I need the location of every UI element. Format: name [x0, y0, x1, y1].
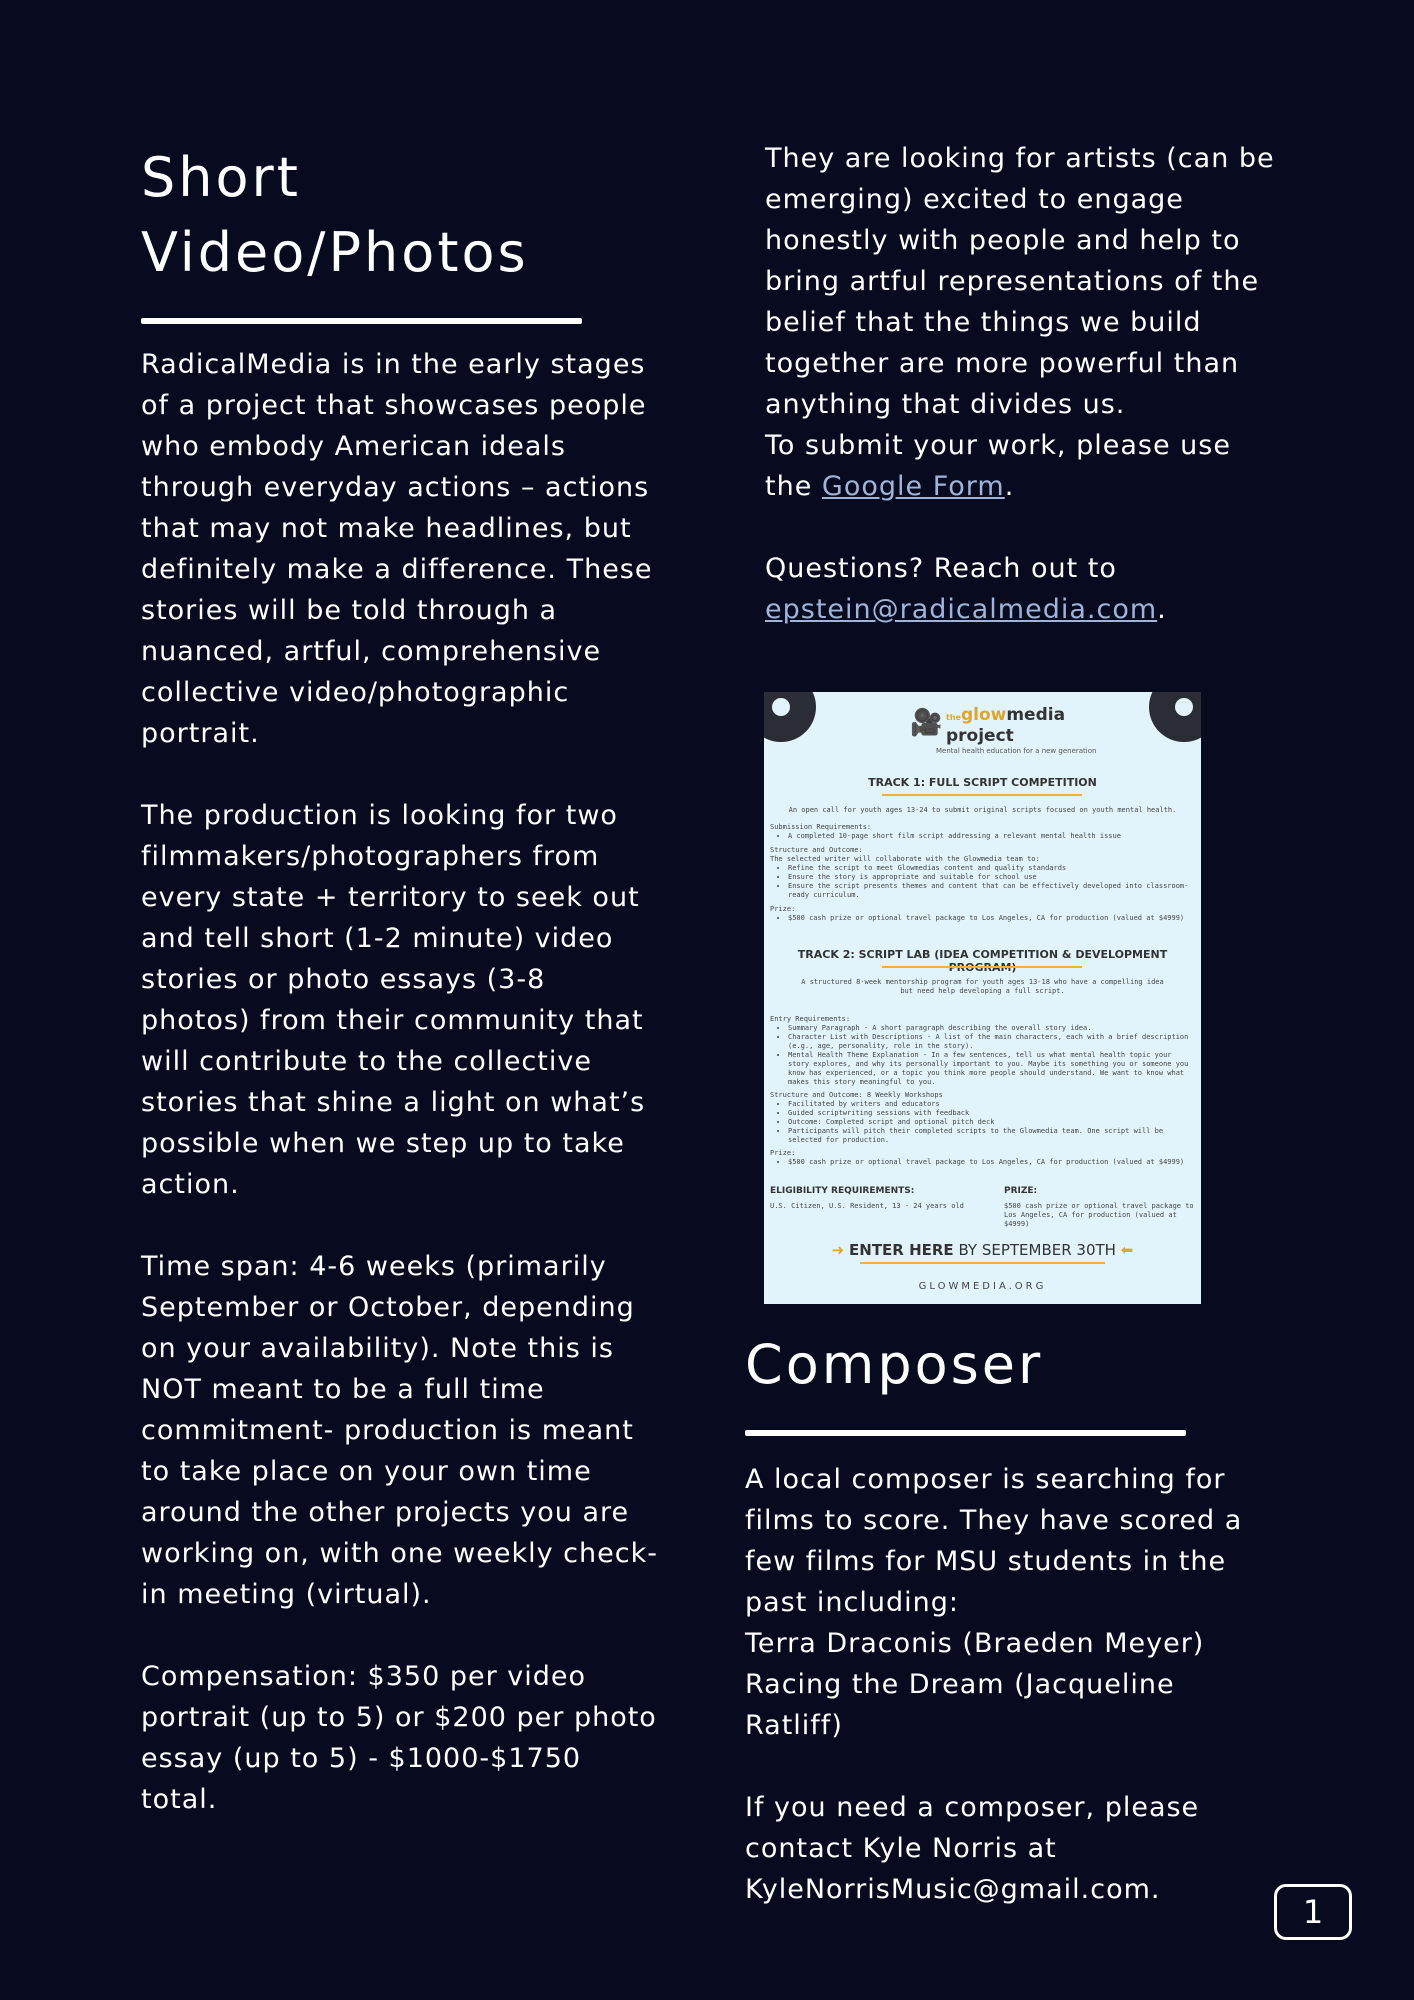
- eligibility-heading: ELIGIBILITY REQUIREMENTS:: [770, 1186, 915, 1196]
- camera-icon: 🎥: [910, 708, 943, 738]
- film-reel-right-icon: [1149, 692, 1201, 742]
- email-link[interactable]: epstein@radicalmedia.com: [765, 594, 1158, 625]
- prize-heading: PRIZE:: [1004, 1186, 1038, 1196]
- composer-intro: A local composer is searching for films to score. They have scored a few films for MSU students in the past including:: [745, 1464, 1243, 1618]
- brand-accent: glow: [960, 705, 1007, 725]
- prize-text: $500 cash prize or optional travel package to Los Angeles, CA for production (valued at $4999): [1004, 1202, 1194, 1228]
- artists-paragraph: They are looking for artists (can be emerging) excited to engage honestly with people and help to bring artful representations of the belief that the things we build together are more powerful than anything that divides us.: [765, 143, 1275, 420]
- track1-title: TRACK 1: FULL SCRIPT COMPETITION: [868, 776, 1097, 789]
- enter-here-link[interactable]: ➜ ENTER HERE BY SEPTEMBER 30TH ⬅: [831, 1241, 1134, 1259]
- track2-title: TRACK 2: SCRIPT LAB (IDEA COMPETITION & DEVELOPMENT: [797, 948, 1168, 961]
- composer-divider: [745, 1430, 1186, 1436]
- timespan-paragraph: Time span: 4-6 weeks (primarily September or October, depending on your availability). Note this is NOT meant to be a full time commitment- production is meant to take place on your own time around the other projects you are working on, with one weekly check-in meeting (virtual).: [141, 1251, 658, 1610]
- poster-tagline: Mental health education for a new generation: [936, 747, 1097, 755]
- film-reel-left-icon: [764, 692, 816, 742]
- eligibility-text: U.S. Citizen, U.S. Resident, 13 - 24 years old: [770, 1202, 964, 1210]
- submit-paragraph: To submit your work, please use the Google Form.: [765, 430, 1231, 502]
- track2-intro: A structured 8-week mentorship program for youth ages 13-18 who have a compelling idea but need help developing a full script.: [801, 978, 1164, 995]
- title-divider: [141, 318, 582, 324]
- composer-film-1: Terra Draconis (Braeden Meyer): [745, 1628, 1205, 1659]
- production-paragraph: The production is looking for two filmmakers/photographers from every state + territory to seek out and tell short (1-2 minute) video stories or photo essays (3-8 photos) from their community that will contribute to the collective stories that shine a light on what’s possible when we step up to take action.: [141, 800, 646, 1200]
- poster-brand: [936, 705, 1106, 755]
- track2-underline: [882, 966, 1082, 968]
- arrow-left-icon: ⬅: [1120, 1241, 1134, 1259]
- brand-small: the: [946, 713, 961, 722]
- questions-paragraph: Questions? Reach out to epstein@radicalmedia.com.: [765, 553, 1167, 625]
- intro-paragraph: RadicalMedia is in the early stages of a project that showcases people who embody American ideals through everyday actions – actions that may not make headlines, but definitely make a difference. These stories will be told through a nuanced, artful, comprehensive collective video/photographic portrait.: [141, 349, 653, 749]
- google-form-link[interactable]: Google Form: [821, 471, 1005, 502]
- arrow-right-icon: ➜: [831, 1241, 845, 1259]
- section-title-short-video: Short Video/Photos: [141, 146, 529, 284]
- poster-website: GLOWMEDIA.ORG: [918, 1281, 1047, 1292]
- brand-rest: media project: [946, 705, 1066, 746]
- enter-underline: [860, 1262, 1105, 1264]
- section-title-composer: Composer: [745, 1333, 1044, 1396]
- compensation-paragraph: Compensation: $350 per video portrait (up to 5) or $200 per photo essay (up to 5) - $1000-$1750 total.: [141, 1661, 657, 1815]
- page-number: 1: [1274, 1884, 1352, 1940]
- track1-details: Submission Requirements: • A completed 10-page short film script addressing a relevant mental health issue Structure and Outcome: The selected writer will collaborate with the Glowmedia team to: • Refine the script to meet Glowmedias content and quality standards • Ensure the story is appropriate and suitable for school use • Ensure the script presents themes and content that can be effectively developed into classroom-ready curriculum. Prize: • $500 cash prize or optional travel package to Los Angeles, CA for production (valued at $4999): [770, 823, 1195, 923]
- composer-film-2: Racing the Dream (Jacqueline Ratliff): [745, 1669, 1175, 1741]
- track2-details: Entry Requirements: • Summary Paragraph - A short paragraph describing the overall story idea. • Character List with Descriptions - A list of the main characters, each with a brief description (e.g., age, personality, role in the story). • Mental Health Theme Explanation - In a few sentences, tell us what mental health topic your story explores, and why its personally important to you. Maybe its something you or someone you know has experienced, or a topic you think more people should understand. We want to know what makes this story meaningful to you. Structure and Outcome: 8 Weekly Workshops • Facilitated by writers and educators • Guided scriptwriting sessions with feedback • Outcome: Completed script and optional pitch deck • Participants will pitch their completed scripts to the Glowmedia team. One script will be selected for production. Prize: • $500 cash prize or optional travel package to Los Angeles, CA for production (valued at $4999): [770, 1015, 1195, 1167]
- composer-contact: If you need a composer, please contact Kyle Norris at KyleNorrisMusic@gmail.com.: [745, 1792, 1200, 1905]
- track1-underline: [882, 794, 1082, 796]
- track1-intro: An open call for youth ages 13-24 to submit original scripts focused on youth mental health.: [788, 806, 1177, 814]
- glowmedia-poster: [764, 692, 1201, 1304]
